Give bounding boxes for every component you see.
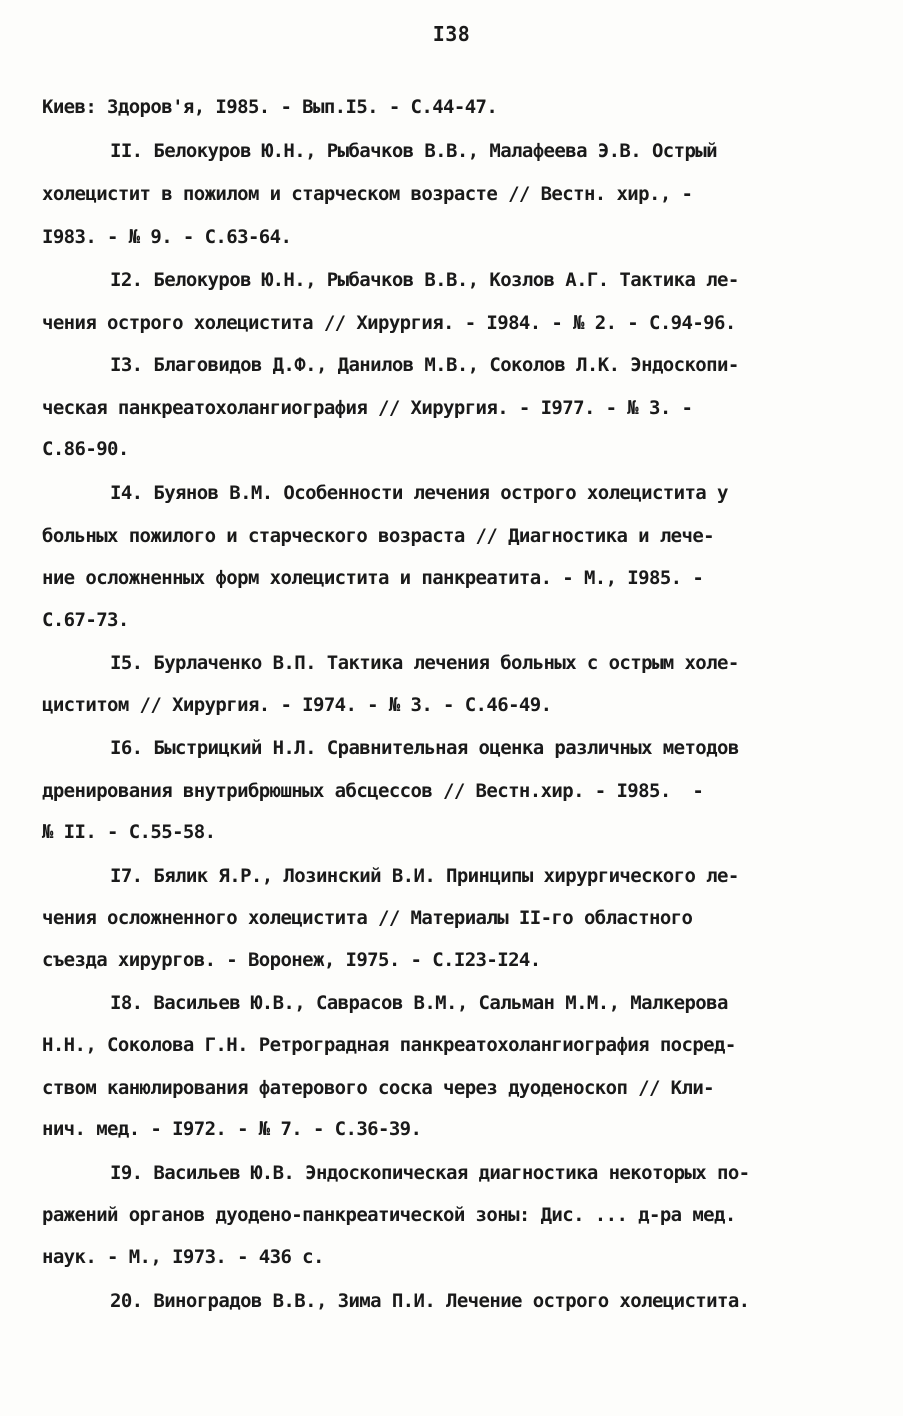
text-line: I983. - № 9. - С.63-64.: [42, 226, 292, 248]
text-line: С.86-90.: [42, 438, 129, 460]
text-line: ством канюлирования фатерового соска через дуоденоскоп // Кли-: [42, 1077, 715, 1099]
text-line: № II. - С.55-58.: [42, 821, 216, 843]
text-line: ческая панкреатохолангиография // Хирургия. - I977. - № 3. -: [42, 397, 693, 419]
text-line: II. Белокуров Ю.Н., Рыбачков В.В., Малафеева Э.В. Острый: [110, 140, 717, 162]
text-line: чения острого холецистита // Хирургия. - I984. - № 2. - С.94-96.: [42, 312, 736, 334]
text-line: наук. - М., I973. - 436 с.: [42, 1246, 324, 1268]
text-line: I4. Буянов В.М. Особенности лечения острого холецистита у: [110, 482, 728, 504]
text-line: 20. Виноградов В.В., Зима П.И. Лечение острого холецистита.: [110, 1290, 750, 1312]
text-line: дренирования внутрибрюшных абсцессов // Вестн.хир. - I985. -: [42, 780, 704, 802]
text-line: I8. Васильев Ю.В., Саврасов В.М., Сальман М.М., Малкерова: [110, 992, 728, 1014]
text-line: I5. Бурлаченко В.П. Тактика лечения больных с острым холе-: [110, 652, 739, 674]
text-line: циститом // Хирургия. - I974. - № 3. - С.46-49.: [42, 694, 552, 716]
text-line: I2. Белокуров Ю.Н., Рыбачков В.В., Козлов А.Г. Тактика ле-: [110, 269, 739, 291]
text-line: I3. Благовидов Д.Ф., Данилов М.В., Соколов Л.К. Эндоскопи-: [110, 354, 739, 376]
text-line: чения осложненного холецистита // Материалы II-го областного: [42, 907, 693, 929]
text-line: I7. Бялик Я.Р., Лозинский В.И. Принципы хирургического ле-: [110, 865, 739, 887]
text-line: Н.Н., Соколова Г.Н. Ретроградная панкреатохолангиография посред-: [42, 1034, 736, 1056]
text-line: больных пожилого и старческого возраста // Диагностика и лече-: [42, 525, 715, 547]
text-line: ражений органов дуодено-панкреатической зоны: Дис. ... д-ра мед.: [42, 1204, 736, 1226]
text-line: холецистит в пожилом и старческом возрасте // Вестн. хир., -: [42, 183, 693, 205]
text-line: съезда хирургов. - Воронеж, I975. - С.I23-I24.: [42, 949, 541, 971]
text-line: ние осложненных форм холецистита и панкреатита. - М., I985. -: [42, 567, 704, 589]
page-number: I38: [432, 22, 471, 46]
text-line: I9. Васильев Ю.В. Эндоскопическая диагностика некоторых по-: [110, 1162, 750, 1184]
text-line: Киев: Здоров'я, I985. - Вып.I5. - С.44-47.: [42, 96, 498, 118]
text-line: С.67-73.: [42, 609, 129, 631]
text-line: нич. мед. - I972. - № 7. - С.36-39.: [42, 1118, 422, 1140]
text-line: I6. Быстрицкий Н.Л. Сравнительная оценка различных методов: [110, 737, 739, 759]
